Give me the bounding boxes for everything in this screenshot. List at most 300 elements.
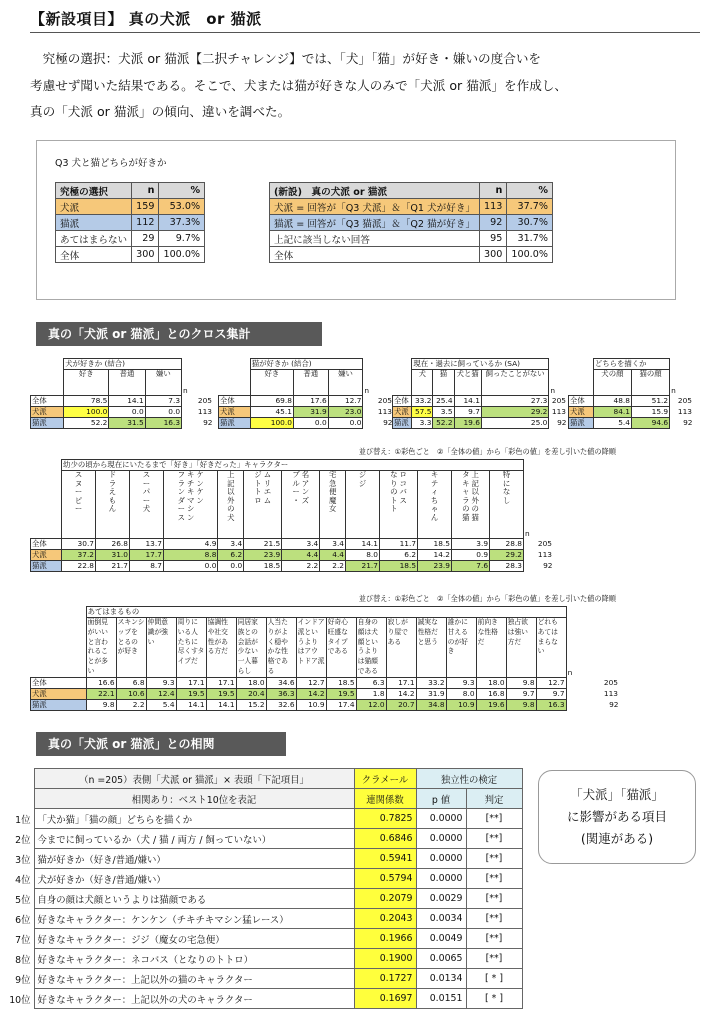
spacer — [549, 359, 568, 370]
column-header-text: ム リ エ ム — [263, 470, 272, 505]
value-cell: 17.4 — [326, 700, 356, 711]
column-header: 好奇心旺盛なタイプである — [326, 618, 356, 678]
row-label: 犬派 — [569, 407, 594, 418]
cramer-value: 0.2079 — [354, 889, 416, 909]
value-cell: 12.7 — [296, 678, 326, 689]
p-value: 0.0134 — [416, 969, 466, 989]
value-cell: 18.5 — [379, 561, 417, 572]
column-header: 嫌い — [145, 370, 181, 396]
column-header: スキンシップをとるのが好き — [116, 618, 146, 678]
column-header-text: キ チ キ マ シ ン — [186, 470, 195, 522]
value-cell: 14.2 — [386, 689, 416, 700]
value-cell: 31.5 — [109, 418, 145, 429]
value-cell: 15.9 — [631, 407, 669, 418]
value-cell: 12.7 — [328, 396, 363, 407]
spacer — [393, 359, 412, 370]
row-pct: 100.0% — [159, 247, 205, 263]
value-cell: 17.1 — [206, 678, 236, 689]
value-cell: 31.0 — [96, 550, 130, 561]
column-header-text: タ キ ャ ラ の 猫 — [462, 470, 470, 522]
spacer — [524, 460, 554, 471]
column-header — [163, 471, 217, 539]
p-value: 0.0049 — [416, 929, 466, 949]
cramer-value: 0.6846 — [354, 829, 416, 849]
rank-spacer — [4, 789, 34, 809]
header-cell: % — [159, 183, 205, 199]
spacer — [31, 359, 64, 370]
cross-title-row — [393, 359, 568, 370]
value-cell: 17.1 — [176, 678, 206, 689]
column-header: 同居家族との会話が少ない一人暮らし — [236, 618, 266, 678]
value-cell: 36.3 — [266, 689, 296, 700]
rank: 2位 — [15, 834, 31, 846]
callout-line: (関連がある) — [580, 831, 654, 846]
value-cell: 10.6 — [116, 689, 146, 700]
value-cell: 3.4 — [320, 539, 346, 550]
judgement: [**] — [466, 809, 522, 829]
value-cell: 16.3 — [145, 418, 181, 429]
cross-row — [31, 678, 620, 689]
table-row — [56, 215, 205, 231]
value-cell: 3.4 — [282, 539, 320, 550]
value-cell: 14.1 — [176, 700, 206, 711]
value-cell: 78.5 — [64, 396, 109, 407]
value-cell: 0.9 — [452, 550, 490, 561]
column-header — [282, 471, 320, 539]
rank-spacer — [4, 769, 34, 789]
column-header: どれもあてはまらない — [536, 618, 566, 678]
value-cell: 15.2 — [236, 700, 266, 711]
pvalue-header: p 値 — [416, 789, 466, 809]
page-title: 【新設項目】 真の犬派 or 猫派 — [30, 10, 262, 28]
cross-pet-experience — [392, 358, 568, 429]
value-cell: 0.0 — [109, 407, 145, 418]
column-header — [418, 471, 452, 539]
n-value: 113 — [551, 407, 566, 416]
header-cell: n — [132, 183, 159, 199]
value-cell: 3.3 — [412, 418, 433, 429]
intro-line: 真の「犬派 or 猫派」の傾向、違いを調べた。 — [30, 104, 291, 119]
column-header: 協調性や社交性がある方だ — [206, 618, 236, 678]
table-row — [270, 231, 553, 247]
column-header: 犬 — [412, 370, 433, 396]
spacer — [569, 359, 594, 370]
cross-title-row — [31, 359, 214, 370]
column-header: 犬の顔 — [593, 370, 631, 396]
value-cell: 19.6 — [454, 418, 481, 429]
value-cell: 51.2 — [631, 396, 669, 407]
value-cell: 31.9 — [293, 407, 328, 418]
table-header-row — [56, 183, 205, 199]
value-cell: 21.7 — [96, 561, 130, 572]
header-cell: 究極の選択 — [56, 183, 132, 199]
value-cell: 0.0 — [163, 561, 217, 572]
value-cell: 57.5 — [412, 407, 433, 418]
sort-note: 並び替え：①彩色ごと ②「全体の値」から「彩色の値」を差し引いた値の降順 — [358, 447, 616, 456]
influence-callout — [538, 770, 696, 864]
column-header-text: 名 ア ン ズ — [301, 470, 310, 505]
corr-head-2: 相関あり：ベスト10位を表記 — [34, 789, 354, 809]
corr-row — [4, 969, 522, 989]
cross-row — [219, 396, 394, 407]
n-value: 205 — [677, 396, 692, 405]
column-header-text: キ テ ィ ち ゃ ん — [430, 470, 439, 522]
value-cell: 4.9 — [163, 539, 217, 550]
value-cell: 20.4 — [236, 689, 266, 700]
column-header — [96, 471, 130, 539]
value-cell: 0.0 — [293, 418, 328, 429]
cross-head-row — [219, 370, 394, 396]
judgement: [**] — [466, 929, 522, 949]
value-cell: 6.8 — [116, 678, 146, 689]
value-cell: 20.7 — [386, 700, 416, 711]
column-header-text: フ ラ ン ダ ー ス — [177, 470, 185, 522]
spacer — [31, 370, 64, 396]
column-header: 嫌い — [328, 370, 363, 396]
cross-row — [31, 550, 554, 561]
row-label: 全体 — [569, 396, 594, 407]
value-cell: 22.8 — [62, 561, 96, 572]
judgement: [**] — [466, 949, 522, 969]
cramer-value: 0.1697 — [354, 989, 416, 1009]
value-cell: 9.8 — [506, 700, 536, 711]
row-n: 95 — [480, 231, 507, 247]
p-value: 0.0034 — [416, 909, 466, 929]
value-cell: 3.4 — [218, 539, 244, 550]
item-label: 今までに飼っているか（犬 / 猫 / 両方 / 飼っていない） — [34, 829, 354, 849]
column-header: 猫の顔 — [631, 370, 669, 396]
q3-summary-box — [36, 140, 676, 300]
value-cell: 18.0 — [236, 678, 266, 689]
corr-row — [4, 809, 522, 829]
value-cell: 12.0 — [356, 700, 386, 711]
column-header-text: ブ ル ー ・ — [292, 470, 300, 505]
cross-row — [393, 407, 568, 418]
corr-row — [4, 989, 522, 1009]
value-cell: 17.7 — [129, 550, 163, 561]
n-value: 92 — [557, 418, 567, 427]
item-label: 「犬か猫」「猫の顔」どちらを描くか — [34, 809, 354, 829]
spacer — [670, 359, 694, 370]
cramer-value: 0.7825 — [354, 809, 416, 829]
row-label: 犬派 — [31, 407, 64, 418]
test-label: 独立性の検定 — [416, 769, 522, 789]
intro-line: 究極の選択：犬派 or 猫派【二択チャレンジ】では、「犬」「猫」が好き・嫌いの度合いを — [30, 51, 542, 66]
p-value: 0.0151 — [416, 989, 466, 1009]
corr-row — [4, 889, 522, 909]
value-cell: 6.2 — [379, 550, 417, 561]
column-header: 犬と猫 — [454, 370, 481, 396]
judgement: [**] — [466, 829, 522, 849]
table-row — [270, 247, 553, 263]
row-pct: 53.0% — [159, 199, 205, 215]
cross-row — [31, 689, 620, 700]
value-cell: 16.6 — [86, 678, 116, 689]
cross-row — [31, 539, 554, 550]
value-cell: 100.0 — [64, 407, 109, 418]
row-label: 犬派 — [56, 199, 132, 215]
n-value: 113 — [197, 407, 212, 416]
n-value: 113 — [677, 407, 692, 416]
column-header — [320, 471, 346, 539]
table-row — [56, 231, 205, 247]
cross-row — [569, 407, 694, 418]
table-row — [270, 199, 553, 215]
cramer-value: 0.5941 — [354, 849, 416, 869]
value-cell: 18.0 — [476, 678, 506, 689]
value-cell: 8.0 — [346, 550, 380, 561]
column-header: 寂しがり屋である — [386, 618, 416, 678]
spacer — [31, 618, 87, 678]
column-header — [379, 471, 417, 539]
row-pct: 31.7% — [507, 231, 553, 247]
cross-draw — [568, 358, 694, 429]
value-cell: 9.7 — [454, 407, 481, 418]
judgement: [**] — [466, 869, 522, 889]
value-cell: 10.9 — [296, 700, 326, 711]
value-cell: 45.1 — [250, 407, 293, 418]
value-cell: 100.0 — [250, 418, 293, 429]
row-n: 92 — [480, 215, 507, 231]
rank: 10位 — [9, 994, 31, 1006]
value-cell: 18.5 — [326, 678, 356, 689]
value-cell: 0.0 — [145, 407, 181, 418]
cross-row — [31, 561, 554, 572]
char-title: 幼少の頃から現在にいたるまで「好き」「好きだった」キャラクター — [62, 460, 524, 471]
cross-row — [31, 407, 214, 418]
n-header: n — [671, 385, 676, 395]
value-cell: 21.5 — [244, 539, 282, 550]
n-value: 113 — [537, 550, 552, 559]
row-label: 全体 — [31, 539, 62, 550]
column-header: 誰かに甘えるのが好き — [446, 618, 476, 678]
n-value: 205 — [197, 396, 212, 405]
spacer — [219, 359, 251, 370]
item-label: 好きなキャラクター：ケンケン（チキチキマシン猛レース） — [34, 909, 354, 929]
value-cell: 32.6 — [266, 700, 296, 711]
value-cell: 31.9 — [416, 689, 446, 700]
n-value: 205 — [537, 539, 552, 548]
cross-characters — [30, 459, 554, 572]
n-header: n — [550, 385, 556, 395]
n-value: 92 — [543, 561, 553, 570]
value-cell: 23.9 — [418, 561, 452, 572]
header-cell: (新設) 真の犬派 or 猫派 — [270, 183, 480, 199]
rank: 3位 — [15, 854, 31, 866]
value-cell: 14.1 — [109, 396, 145, 407]
value-cell: 22.1 — [86, 689, 116, 700]
value-cell: 28.3 — [490, 561, 524, 572]
value-cell: 33.2 — [416, 678, 446, 689]
judgement: [**] — [466, 849, 522, 869]
cross-like-cat — [218, 358, 394, 429]
value-cell: 14.1 — [206, 700, 236, 711]
value-cell: 14.1 — [454, 396, 481, 407]
p-value: 0.0065 — [416, 949, 466, 969]
value-cell: 94.6 — [631, 418, 669, 429]
column-header — [490, 471, 524, 539]
row-n: 159 — [132, 199, 159, 215]
cramer-value: 0.2043 — [354, 909, 416, 929]
row-label: 全体 — [393, 396, 412, 407]
value-cell: 4.4 — [320, 550, 346, 561]
p-value: 0.0000 — [416, 849, 466, 869]
cramer-value: 0.1900 — [354, 949, 416, 969]
title-rule — [30, 32, 700, 33]
column-header: 好き — [64, 370, 109, 396]
item-label: 好きなキャラクター：上記以外の猫のキャラクター — [34, 969, 354, 989]
column-header-text: 上 記 以 外 の 猫 — [471, 470, 479, 522]
value-cell: 37.2 — [62, 550, 96, 561]
corr-head-row-2 — [4, 789, 522, 809]
row-pct: 30.7% — [507, 215, 553, 231]
column-header-text: な り の ト ト — [390, 470, 398, 514]
value-cell: 11.7 — [379, 539, 417, 550]
value-cell: 9.8 — [506, 678, 536, 689]
column-header: 自身の顔は犬顔というよりは猫顔である — [356, 618, 386, 678]
value-cell: 52.2 — [64, 418, 109, 429]
value-cell: 23.0 — [328, 407, 363, 418]
value-cell: 9.3 — [146, 678, 176, 689]
column-header: 普通 — [109, 370, 145, 396]
value-cell: 12.7 — [536, 678, 566, 689]
value-cell: 9.7 — [536, 689, 566, 700]
column-header-text: ジ ト ト ロ — [254, 470, 262, 505]
n-value: 92 — [609, 700, 619, 709]
cramer-label: クラメール — [354, 769, 416, 789]
column-header: 普通 — [293, 370, 328, 396]
spacer — [219, 370, 251, 396]
item-label: 好きなキャラクター：ネコバス（となりのトトロ） — [34, 949, 354, 969]
n-header: n — [525, 528, 530, 538]
spacer — [182, 359, 214, 370]
column-header-text: ロ コ バ ス — [399, 470, 407, 505]
value-cell: 6.3 — [356, 678, 386, 689]
value-cell: 27.3 — [481, 396, 548, 407]
column-header-text: ジ ジ — [358, 470, 367, 488]
cross-title-row — [569, 359, 694, 370]
column-header-text: 宅 急 便 魔 女 — [328, 470, 337, 514]
cross-row — [219, 418, 394, 429]
table-row — [56, 199, 205, 215]
table-header-row — [270, 183, 553, 199]
value-cell: 9.3 — [446, 678, 476, 689]
value-cell: 33.2 — [412, 396, 433, 407]
cross-title-row — [219, 359, 394, 370]
corr-row — [4, 849, 522, 869]
cross-title: 犬が好きか (結合) — [64, 359, 182, 370]
value-cell: 14.2 — [418, 550, 452, 561]
cross-row — [31, 418, 214, 429]
value-cell: 29.2 — [490, 550, 524, 561]
value-cell: 18.5 — [418, 539, 452, 550]
corr-row — [4, 949, 522, 969]
column-header-text: ス ー パ ー 犬 — [142, 470, 151, 514]
value-cell: 17.6 — [293, 396, 328, 407]
value-cell: 25.4 — [433, 396, 454, 407]
spacer — [569, 370, 594, 396]
n-value: 92 — [383, 418, 393, 427]
rank: 1位 — [15, 814, 31, 826]
callout-line: 「犬派」「猫派」 — [570, 787, 664, 802]
column-header: 面倒見がいいと言われることが多い — [86, 618, 116, 678]
value-cell: 34.6 — [266, 678, 296, 689]
n-value: 205 — [603, 678, 618, 687]
value-cell: 26.8 — [96, 539, 130, 550]
cross-row — [569, 418, 694, 429]
p-value: 0.0000 — [416, 809, 466, 829]
column-header: 独占欲は強い方だ — [506, 618, 536, 678]
value-cell: 5.4 — [146, 700, 176, 711]
row-label: 犬派 = 回答が「Q3 犬派」＆「Q1 犬が好き」 — [270, 199, 480, 215]
row-label: 全体 — [56, 247, 132, 263]
row-pct: 9.7% — [159, 231, 205, 247]
intro-text — [30, 46, 680, 126]
value-cell: 5.4 — [593, 418, 631, 429]
value-cell: 52.2 — [433, 418, 454, 429]
row-label: 犬派 — [31, 689, 87, 700]
choice-table — [55, 182, 205, 263]
column-header — [218, 471, 244, 539]
q3-label: Q3 犬と猫どちらが好きか — [55, 158, 167, 169]
row-label: 猫派 — [31, 700, 87, 711]
value-cell: 23.9 — [244, 550, 282, 561]
pers-title-row — [31, 607, 620, 618]
n-value: 92 — [683, 418, 693, 427]
value-cell: 13.7 — [129, 539, 163, 550]
intro-line: 考慮せず聞いた結果である。そこで、犬または猫が好きな人のみで「犬派 or 猫派」を作成し、 — [30, 77, 567, 93]
table-row — [56, 247, 205, 263]
judgement: [**] — [466, 889, 522, 909]
value-cell: 30.7 — [62, 539, 96, 550]
p-value: 0.0000 — [416, 869, 466, 889]
column-header: 飼ったことがない — [481, 370, 548, 396]
column-header — [62, 471, 96, 539]
p-value: 0.0029 — [416, 889, 466, 909]
column-header: 前向きな性格だ — [476, 618, 506, 678]
spacer — [393, 370, 412, 396]
value-cell: 2.2 — [282, 561, 320, 572]
column-header — [244, 471, 282, 539]
corr-head-row — [4, 769, 522, 789]
value-cell: 4.4 — [282, 550, 320, 561]
value-cell: 7.6 — [452, 561, 490, 572]
row-label: 猫派 — [56, 215, 132, 231]
column-header-text: ケ ン ケ ン — [196, 470, 204, 505]
row-label: 猫派 — [569, 418, 594, 429]
cross-row — [31, 700, 620, 711]
row-label: 犬派 — [393, 407, 412, 418]
judgement: [**] — [466, 909, 522, 929]
item-label: 好きなキャラクター：ジジ（魔女の宅急便） — [34, 929, 354, 949]
section-cross-title: 真の「犬派 or 猫派」とのクロス集計 — [36, 322, 322, 346]
corr-row — [4, 869, 522, 889]
row-label: 猫派 = 回答が「Q3 猫派」＆「Q2 猫が好き」 — [270, 215, 480, 231]
row-label: 犬派 — [31, 550, 62, 561]
value-cell: 16.8 — [476, 689, 506, 700]
cramer-value: 0.5794 — [354, 869, 416, 889]
corr-row — [4, 929, 522, 949]
n-value: 205 — [551, 396, 566, 405]
column-header-text: ス ヌ ー ピ ー — [74, 470, 83, 514]
row-label: 猫派 — [31, 418, 64, 429]
value-cell: 2.2 — [320, 561, 346, 572]
section-corr-title: 真の「犬派 or 猫派」との相関 — [36, 732, 286, 756]
cross-personality — [30, 606, 620, 711]
value-cell: 28.8 — [490, 539, 524, 550]
column-header: 猫 — [433, 370, 454, 396]
value-cell: 19.5 — [206, 689, 236, 700]
